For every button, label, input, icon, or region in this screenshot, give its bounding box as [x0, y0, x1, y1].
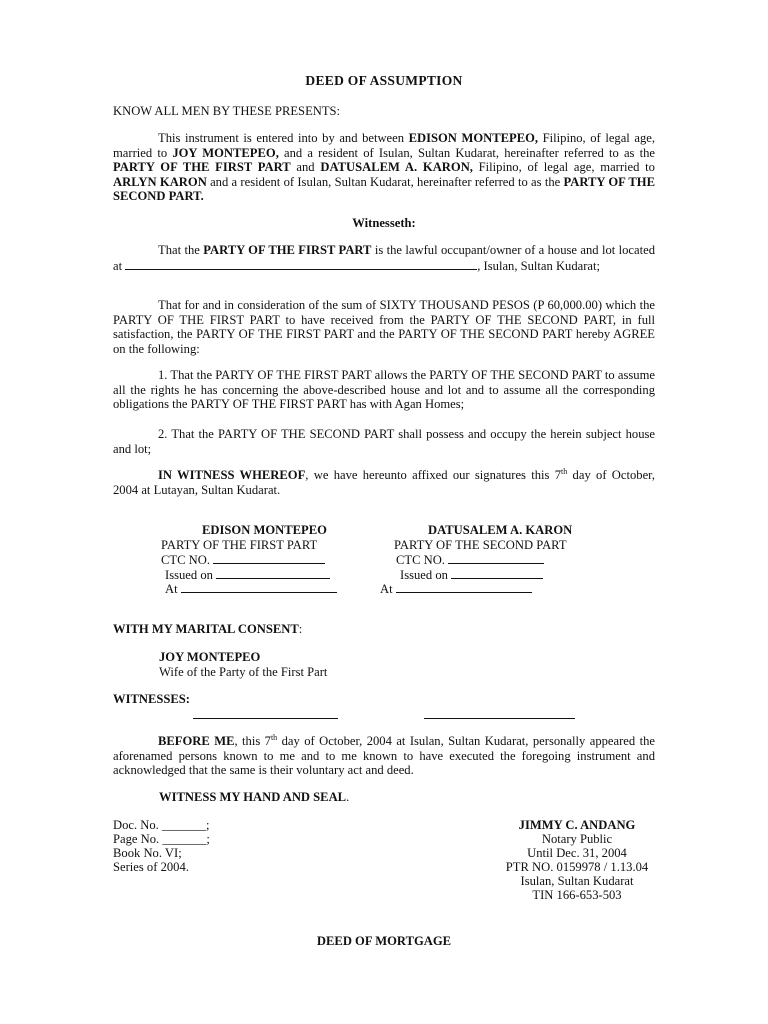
text: and a resident of Isulan, Sultan Kudarat, hereinafter referred to as the — [278, 145, 655, 160]
ctc-blank-line — [213, 552, 325, 564]
at-label: At — [165, 582, 178, 596]
witnesseth-heading: Witnesseth: — [352, 216, 416, 230]
notary-title: Notary Public — [541, 832, 613, 846]
parties-paragraph — [113, 131, 655, 204]
text: and a resident of Isulan, Sultan Kudarat, hereinafter referred to as the — [206, 174, 564, 189]
witness-whereof-label: IN WITNESS WHEREOF — [158, 468, 306, 482]
sig-left-ctc — [161, 552, 325, 568]
ordinal-suffix: th — [270, 732, 278, 742]
sig-right-name: DATUSALEM A. KARON — [428, 523, 573, 537]
intro-line: KNOW ALL MEN BY THESE PRESENTS: — [113, 104, 341, 118]
sig-right-at — [380, 581, 532, 597]
notary-place: Isulan, Sultan Kudarat — [520, 874, 634, 888]
marital-consent-label: WITH MY MARITAL CONSENT — [113, 622, 299, 636]
at-blank-line — [396, 581, 532, 593]
party-label: PARTY OF THE FIRST PART — [203, 243, 372, 257]
party-label: PARTY OF THE SECOND PART. — [113, 174, 655, 204]
text: , we have hereunto affixed our signatures this 7 — [305, 468, 562, 482]
text: That the — [158, 243, 204, 257]
party-name: DATUSALEM A. KARON, — [320, 160, 473, 175]
notary-name: JIMMY C. ANDANG — [518, 818, 636, 832]
text: and — [290, 160, 321, 175]
witness-whereof-paragraph — [113, 468, 655, 497]
ctc-label: CTC NO. — [396, 553, 445, 567]
text: is the lawful occupant/owner of a house and lot located at — [113, 243, 655, 273]
book-number: Book No. VI; — [113, 846, 182, 860]
agreement-item-1: 1. That the PARTY OF THE FIRST PART allows the PARTY OF THE SECOND PART to assume all the rights he has concerning the above-described house and lot and to assume all the corresponding obligations the PARTY OF THE FIRST PART has with Agan Homes; — [113, 368, 655, 412]
text: This instrument is entered into by and between — [158, 131, 409, 145]
ownership-paragraph — [113, 243, 655, 273]
party-name: EDISON MONTEPEO, — [408, 131, 539, 145]
hand-and-seal-line — [159, 790, 349, 805]
spouse-name: JOY MONTEPEO — [159, 650, 261, 664]
ctc-blank-line — [448, 552, 544, 564]
hand-and-seal-label: WITNESS MY HAND AND SEAL — [159, 790, 347, 804]
spouse-role: Wife of the Party of the First Part — [159, 665, 328, 679]
text: day of October, 2004 at Lutayan, Sultan Kudarat. — [113, 468, 656, 497]
ctc-label: CTC NO. — [161, 553, 210, 567]
issued-blank-line — [216, 567, 330, 579]
sig-left-name: EDISON MONTEPEO — [202, 523, 327, 537]
document-title: DEED OF ASSUMPTION — [305, 73, 463, 88]
text: Filipino, of legal age, married to — [472, 160, 655, 175]
witness-signature-line-1 — [193, 718, 338, 719]
text: day of October, 2004 at Isulan, Sultan Kudarat, personally appeared the aforenamed persons known to me and to me known to have executed the foregoing instrument and acknowledged that the same is their voluntary act and deed. — [113, 734, 655, 778]
doc-number: Doc. No. _______; — [113, 818, 210, 832]
page-number: Page No. _______; — [113, 832, 210, 846]
sig-right-role: PARTY OF THE SECOND PART — [394, 538, 567, 552]
issued-label: Issued on — [165, 568, 213, 582]
party-label: PARTY OF THE FIRST PART — [113, 160, 291, 175]
text: , Isulan, Sultan Kudarat; — [477, 258, 601, 273]
notary-tin: TIN 166-653-503 — [532, 888, 622, 902]
issued-blank-line — [451, 567, 543, 579]
before-me-label: BEFORE ME — [158, 734, 235, 748]
text: Filipino, of legal age, married to — [113, 131, 655, 160]
sig-right-ctc — [396, 552, 544, 568]
at-label: At — [380, 582, 393, 596]
notary-ptr: PTR NO. 0159978 / 1.13.04 — [505, 860, 649, 874]
issued-label: Issued on — [400, 568, 448, 582]
colon: : — [298, 622, 303, 636]
text: , this 7 — [234, 734, 271, 748]
sig-left-at — [165, 581, 337, 597]
period: . — [346, 790, 350, 804]
acknowledgment-paragraph — [113, 734, 655, 778]
agreement-item-2: 2. That the PARTY OF THE SECOND PART shall possess and occupy the herein subject house and lot; — [113, 427, 655, 456]
notary-commission: Until Dec. 31, 2004 — [527, 846, 627, 860]
party-name: ARLYN KARON — [113, 174, 207, 189]
next-document-title: DEED OF MORTGAGE — [316, 934, 452, 948]
ordinal-suffix: th — [561, 466, 568, 476]
sig-left-role: PARTY OF THE FIRST PART — [161, 538, 318, 552]
marital-consent-heading — [113, 622, 302, 637]
consideration-paragraph: That for and in consideration of the sum of SIXTY THOUSAND PESOS (P 60,000.00) which the PARTY OF THE FIRST PART to have received from the PARTY OF THE SECOND PART, in full satisfaction, the PARTY OF THE FIRST PART and the PARTY OF THE SECOND PART hereby AGREE on the following: — [113, 298, 655, 356]
address-blank-line — [125, 258, 477, 270]
party-name: JOY MONTEPEO, — [172, 145, 279, 160]
witnesses-heading: WITNESSES: — [113, 692, 190, 706]
series-year: Series of 2004. — [113, 860, 189, 874]
at-blank-line — [181, 581, 337, 593]
witness-signature-line-2 — [424, 718, 575, 719]
